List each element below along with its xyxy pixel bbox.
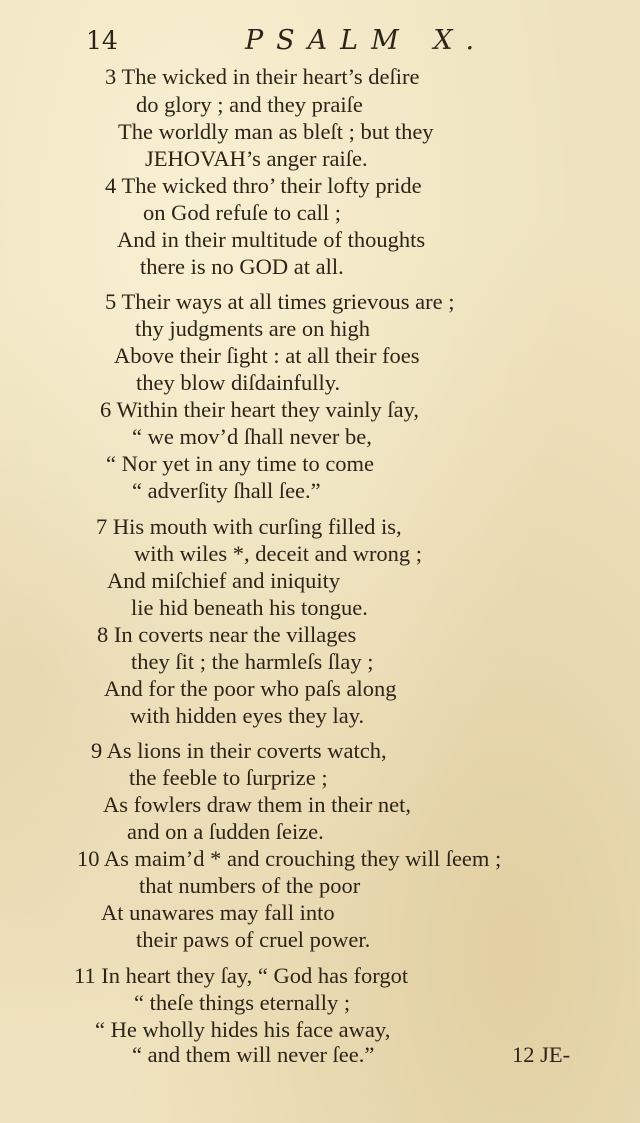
catchword: 12 JE-: [512, 1042, 571, 1067]
verse-line: 9 As lions in their coverts watch,: [91, 738, 387, 763]
verse-line: 10 As maim’d * and crouching they will ſeem ;: [77, 846, 502, 871]
verse-line: and on a ſudden ſeize.: [127, 819, 324, 844]
verse-line: there is no GOD at all.: [140, 254, 344, 279]
verse-line: 8 In coverts near the villages: [97, 622, 357, 647]
verse-line: 11 In heart they ſay, “ God has forgot: [74, 963, 409, 988]
verse-line: they ſit ; the harmleſs ſlay ;: [131, 649, 374, 674]
verse-line: Above their ſight : at all their foes: [114, 343, 420, 368]
verse-line: JEHOVAH’s anger raiſe.: [145, 146, 368, 171]
verse-line: “ theſe things eternally ;: [134, 990, 351, 1015]
page-title: PSALM X.: [245, 25, 488, 56]
verse-line: with hidden eyes they lay.: [130, 703, 365, 728]
verse-line: do glory ; and they praiſe: [136, 92, 363, 117]
verse-line: 4 The wicked thro’ their lofty pride: [105, 173, 422, 198]
verse-line: “ He wholly hides his face away,: [95, 1017, 391, 1042]
verse-line: “ and them will never ſee.”: [132, 1042, 375, 1067]
verse-line: And for the poor who paſs along: [104, 676, 397, 701]
verse-line: And miſchief and iniquity: [107, 568, 341, 593]
verse-line: thy judgments are on high: [135, 316, 370, 341]
verse-line: their paws of cruel power.: [136, 927, 371, 952]
verse-line: And in their multitude of thoughts: [117, 227, 426, 252]
verse-line: “ we mov’d ſhall never be,: [132, 424, 372, 449]
verse-line: 6 Within their heart they vainly ſay,: [100, 397, 420, 422]
verse-line: The worldly man as bleſt ; but they: [118, 119, 434, 144]
verse-line: “ adverſity ſhall ſee.”: [132, 478, 321, 503]
verse-line: As fowlers draw them in their net,: [103, 792, 412, 817]
verse-line: 3 The wicked in their heart’s deſire: [105, 64, 420, 89]
verse-line: the feeble to ſurprize ;: [129, 765, 328, 790]
verse-line: “ Nor yet in any time to come: [106, 451, 375, 476]
verse-line: At unawares may fall into: [101, 900, 335, 925]
verse-line: 5 Their ways at all times grievous are ;: [105, 289, 455, 314]
verse-line: 7 His mouth with curſing filled is,: [96, 514, 402, 539]
verse-line: that numbers of the poor: [139, 873, 361, 898]
verse-line: they blow diſdainfully.: [136, 370, 341, 395]
verse-line: lie hid beneath his tongue.: [131, 595, 368, 620]
verse-line: on God refuſe to call ;: [143, 200, 342, 225]
page-number: 14: [86, 26, 118, 55]
verse-line: with wiles *, deceit and wrong ;: [134, 541, 423, 566]
